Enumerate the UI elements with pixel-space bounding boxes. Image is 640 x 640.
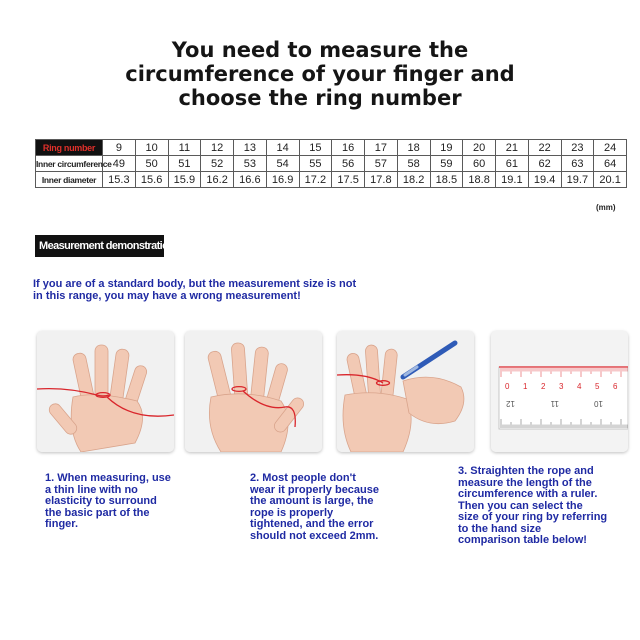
inner-circumference-cell: 49	[103, 156, 136, 172]
ring-number-cell: 12	[201, 140, 234, 156]
warning-line-1: If you are of a standard body, but the measurement size is not	[33, 278, 357, 290]
warning-text	[33, 278, 433, 302]
step-3-line: measure the length of the	[458, 476, 592, 489]
ring-number-cell: 11	[168, 140, 201, 156]
inner-circumference-cell: 58	[397, 156, 430, 172]
step-2-text	[250, 473, 379, 542]
ring-size-table	[35, 139, 627, 188]
inner-diameter-cell: 17.8	[365, 172, 398, 188]
inner-diameter-cell: 15.6	[135, 172, 168, 188]
inner-circumference-cell: 54	[266, 156, 299, 172]
inner-diameter-cell: 18.5	[430, 172, 463, 188]
step-2-line: 2. Most people don't	[250, 472, 356, 484]
step-1-line: the basic part of the	[45, 506, 150, 519]
step-1-line: elasticity to surround	[45, 495, 157, 507]
inner-circumference-label: Inner circumference	[36, 156, 103, 172]
inner-circumference-cell: 63	[561, 156, 594, 172]
ruler-photo	[491, 331, 628, 452]
step-2-line: should not exceed 2mm.	[250, 529, 379, 542]
inner-circumference-cell: 52	[201, 156, 234, 172]
ruler-top-number: 3	[559, 382, 564, 391]
inner-circumference-cell: 57	[365, 156, 398, 172]
inner-diameter-label: Inner diameter	[36, 172, 103, 188]
step-1-text	[45, 473, 171, 531]
inner-diameter-cell: 17.2	[299, 172, 332, 188]
ring-number-cell: 16	[332, 140, 365, 156]
inner-circumference-cell: 61	[496, 156, 529, 172]
inner-circumference-cell: 62	[528, 156, 561, 172]
inner-circumference-cell: 53	[234, 156, 267, 172]
inner-diameter-cell: 19.7	[561, 172, 594, 188]
step-3-line: Then you can select the	[458, 499, 583, 512]
headline-line-1: You need to measure the	[171, 38, 469, 62]
inner-diameter-cell: 16.6	[234, 172, 267, 188]
ring-number-label: Ring number	[36, 140, 103, 156]
inner-circumference-row	[36, 156, 627, 172]
ring-number-cell: 14	[266, 140, 299, 156]
inner-diameter-cell: 19.4	[528, 172, 561, 188]
ruler-top-number: 6	[613, 382, 618, 391]
inner-diameter-cell: 20.1	[594, 172, 627, 188]
inner-circumference-cell: 55	[299, 156, 332, 172]
step-3-line: comparison table below!	[458, 534, 587, 546]
ring-number-cell: 21	[496, 140, 529, 156]
inner-diameter-cell: 18.8	[463, 172, 496, 188]
inner-diameter-row	[36, 172, 627, 188]
ruler-top-number: 2	[541, 382, 546, 391]
ring-number-cell: 17	[365, 140, 398, 156]
inner-diameter-cell: 16.9	[266, 172, 299, 188]
step-2-line: rope is properly	[250, 506, 334, 519]
ruler-top-number: 4	[577, 382, 582, 391]
hand-marking-photo	[337, 331, 474, 452]
hand-rope-illustration	[37, 331, 174, 452]
warning-line-2: in this range, you may have a wrong measurement!	[33, 290, 301, 302]
ring-number-cell: 22	[528, 140, 561, 156]
step-2-line: tightened, and the error	[250, 518, 374, 530]
ruler-bottom-number: 11	[550, 399, 559, 408]
hand-rope-tight-illustration	[185, 331, 322, 452]
step-3-line: to the hand size	[458, 522, 542, 535]
ruler-top-number: 1	[523, 382, 528, 391]
ruler-bottom-number: 12	[506, 399, 515, 408]
inner-circumference-cell: 59	[430, 156, 463, 172]
inner-diameter-cell: 15.3	[103, 172, 136, 188]
hand-rope-photo-2	[185, 331, 322, 452]
step-2-line: the amount is large, the	[250, 495, 374, 507]
ring-number-cell: 24	[594, 140, 627, 156]
ring-number-cell: 13	[234, 140, 267, 156]
ruler-top-number: 5	[595, 382, 600, 391]
inner-diameter-cell: 15.9	[168, 172, 201, 188]
ring-number-row	[36, 140, 627, 156]
hand-pen-marking-illustration	[337, 331, 474, 452]
measurement-demonstration-tag: Measurement demonstration	[35, 235, 164, 257]
inner-circumference-cell: 51	[168, 156, 201, 172]
step-1-line: 1. When measuring, use	[45, 472, 171, 484]
inner-diameter-cell: 18.2	[397, 172, 430, 188]
step-3-line: circumference with a ruler.	[458, 488, 598, 500]
step-1-line: a thin line with no	[45, 483, 138, 496]
inner-diameter-cell: 17.5	[332, 172, 365, 188]
ring-number-cell: 19	[430, 140, 463, 156]
inner-circumference-cell: 50	[135, 156, 168, 172]
inner-diameter-cell: 16.2	[201, 172, 234, 188]
hand-rope-photo-1	[37, 331, 174, 452]
inner-diameter-cell: 19.1	[496, 172, 529, 188]
ring-number-cell: 18	[397, 140, 430, 156]
ring-number-cell: 15	[299, 140, 332, 156]
ruler-top-number: 0	[505, 382, 510, 391]
headline	[0, 38, 640, 110]
ruler-bottom-number: 10	[594, 399, 603, 408]
unit-label: (mm)	[596, 203, 616, 212]
step-3-line: 3. Straighten the rope and	[458, 465, 594, 477]
inner-circumference-cell: 60	[463, 156, 496, 172]
step-1-line: finger.	[45, 518, 79, 530]
headline-line-2: circumference of your finger and	[125, 62, 515, 86]
inner-circumference-cell: 56	[332, 156, 365, 172]
step-3-text	[458, 466, 607, 547]
ruler-illustration	[491, 331, 628, 452]
ring-number-cell: 10	[135, 140, 168, 156]
ring-number-cell: 9	[103, 140, 136, 156]
inner-circumference-cell: 64	[594, 156, 627, 172]
ring-number-cell: 23	[561, 140, 594, 156]
step-2-line: wear it properly because	[250, 483, 379, 496]
step-3-line: size of your ring by referring	[458, 511, 608, 523]
headline-line-3: choose the ring number	[178, 86, 462, 110]
ring-number-cell: 20	[463, 140, 496, 156]
